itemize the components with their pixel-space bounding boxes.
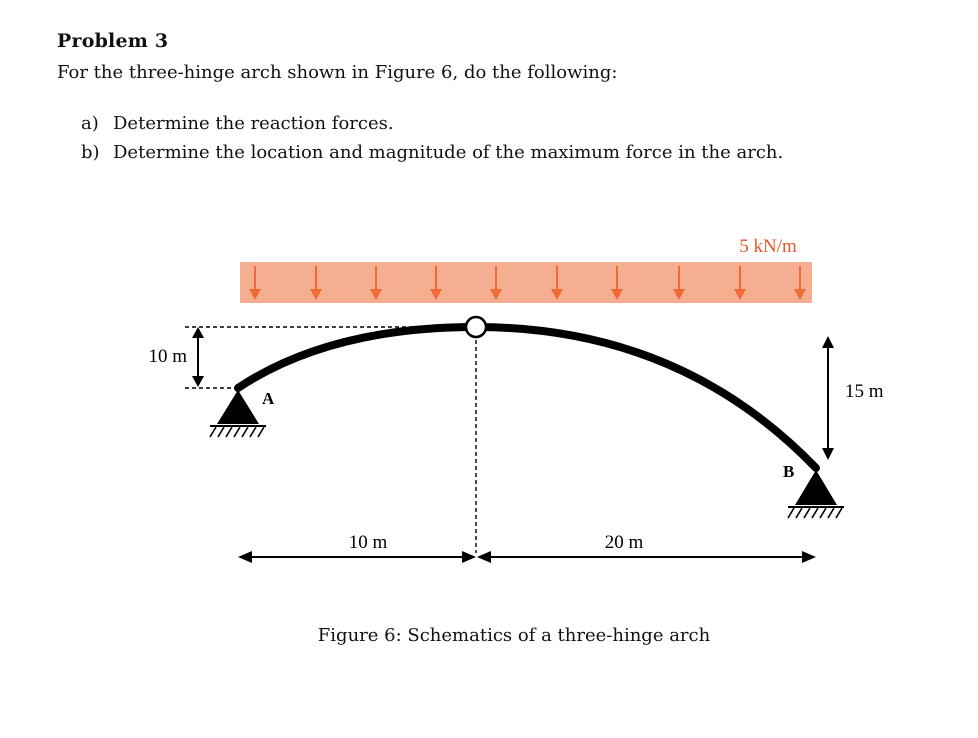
dimension-left-span-label: 10 m	[348, 532, 388, 553]
support-b	[788, 470, 844, 518]
task-a-letter: a)	[81, 113, 99, 134]
problem-heading: Problem 3	[57, 30, 169, 52]
dimension-right-height-label: 15 m	[845, 381, 884, 402]
dimension-left-height	[192, 327, 204, 387]
dimension-right-height	[822, 336, 834, 460]
dimension-right-span	[477, 551, 816, 563]
arch-member	[238, 327, 816, 468]
task-b-text: Determine the location and magnitude of the maximum force in the arch.	[113, 142, 784, 163]
crown-hinge	[466, 317, 486, 337]
support-b-label: B	[783, 462, 795, 481]
task-a-text: Determine the reaction forces.	[113, 113, 394, 134]
figure-caption: Figure 6: Schematics of a three-hinge arch	[317, 625, 711, 646]
distributed-load-band	[240, 262, 812, 303]
dimension-right-span-label: 20 m	[604, 532, 644, 553]
dimension-left-height-label: 10 m	[148, 346, 187, 367]
task-b-letter: b)	[81, 142, 100, 163]
load-label: 5 kN/m	[739, 236, 797, 257]
reference-lines	[185, 327, 476, 553]
support-a	[210, 390, 266, 437]
problem-intro: For the three-hinge arch shown in Figure 6, do the following:	[57, 62, 618, 83]
support-a-label: A	[262, 389, 275, 408]
